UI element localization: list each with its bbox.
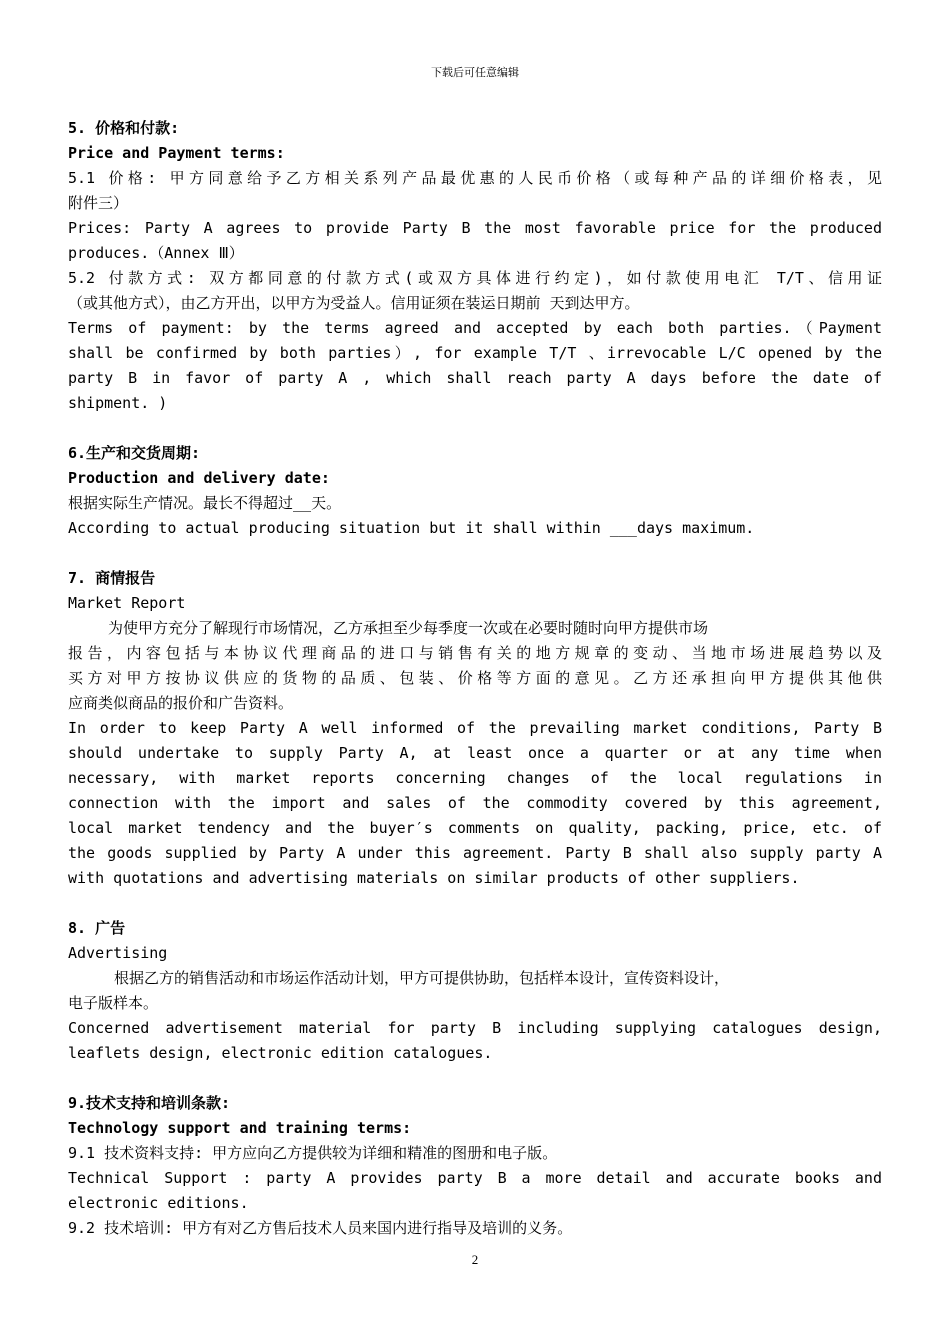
section-8-heading-cn: 8. 广告 <box>68 919 126 937</box>
page-number: 2 <box>471 1252 479 1267</box>
section-9-text: 9.2 技术培训: 甲方有对乙方售后技术人员来国内进行指导及培训的义务。 <box>68 1219 573 1237</box>
section-9-text: electronic editions. <box>68 1194 249 1212</box>
section-6-text: 根据实际生产情况。最长不得超过__天。 <box>68 494 342 512</box>
section-5-text: Prices: Party A agrees to provide Party B the most favorable price for the produced <box>68 219 882 237</box>
section-7-text: In order to keep Party A well informed of the prevailing market conditions, Party B <box>68 719 882 737</box>
section-7-text: should undertake to supply Party A, at least once a quarter or at any time when <box>68 744 882 762</box>
section-7-text: 买方对甲方按协议供应的货物的品质、包装、价格等方面的意见。乙方还承担向甲方提供其他供 <box>68 669 882 687</box>
section-5-text: 附件三） <box>68 194 129 212</box>
section-7-text: local market tendency and the buyer′s comments on quality, packing, price, etc. of <box>68 819 882 837</box>
page-header-note: 下载后可任意编辑 <box>431 66 519 79</box>
section-9-text: 9.1 技术资料支持: 甲方应向乙方提供较为详细和精准的图册和电子版。 <box>68 1144 558 1162</box>
section-7-text: 应商类似商品的报价和广告资料。 <box>68 694 294 712</box>
section-8-heading-en: Advertising <box>68 944 168 962</box>
section-6-heading-en: Production and delivery date: <box>68 469 330 487</box>
section-5-text: party B in favor of party A , which shall reach party A days before the date of <box>68 369 882 387</box>
contract-body <box>68 116 882 1241</box>
section-8-text: 电子版样本。 <box>68 994 159 1012</box>
section-5-text: 5.1 价格: 甲方同意给予乙方相关系列产品最优惠的人民币价格（或每种产品的详细价格表，见 <box>68 169 882 187</box>
section-7-heading-en: Market Report <box>68 594 186 612</box>
section-8-text: Concerned advertisement material for party B including supplying catalogues design, <box>68 1019 882 1037</box>
section-5-text: Terms of payment: by the terms agreed and accepted by each both parties.（Payment <box>68 319 882 337</box>
section-7-text: with quotations and advertising materials on similar products of other suppliers. <box>68 869 800 887</box>
section-5-text: 5.2 付款方式: 双方都同意的付款方式(或双方具体进行约定)，如付款使用电汇 T/T、信用证 <box>68 269 882 287</box>
section-8-text: 根据乙方的销售活动和市场运作活动计划，甲方可提供协助，包括样本设计，宣传资料设计， <box>114 969 730 987</box>
section-5-text: shall be confirmed by both parties）, for example T/T 、irrevocable L/C opened by the <box>68 344 882 362</box>
section-7-text: 报告，内容包括与本协议代理商品的进口与销售有关的地方规章的变动、当地市场进展趋势以及 <box>68 644 882 662</box>
section-5-text: shipment. ) <box>68 394 168 412</box>
section-5-heading-cn: 5. 价格和付款: <box>68 119 180 137</box>
section-5-text: （或其他方式），由乙方开出，以甲方为受益人。信用证须在装运日期前 天到达甲方。 <box>68 294 640 312</box>
section-9-text: Technical Support : party A provides party B a more detail and accurate books and <box>68 1169 882 1187</box>
section-8-text: leaflets design, electronic edition catalogues. <box>68 1044 493 1062</box>
section-6-heading-cn: 6.生产和交货周期: <box>68 444 201 462</box>
section-7-text: 为使甲方充分了解现行市场情况，乙方承担至少每季度一次或在必要时随时向甲方提供市场 <box>108 619 709 637</box>
section-7-heading-cn: 7. 商情报告 <box>68 569 156 587</box>
section-5-heading-en: Price and Payment terms: <box>68 144 285 162</box>
section-6-text: According to actual producing situation but it shall within ___days maximum. <box>68 519 755 537</box>
section-7-text: connection with the import and sales of the commodity covered by this agreement, <box>68 794 882 812</box>
section-5-text: produces.（Annex Ⅲ） <box>68 244 244 262</box>
section-7-text: necessary, with market reports concerning changes of the local regulations in <box>68 769 882 787</box>
section-9-heading-cn: 9.技术支持和培训条款: <box>68 1094 231 1112</box>
section-7-text: the goods supplied by Party A under this agreement. Party B shall also supply party A <box>68 844 882 862</box>
section-9-heading-en: Technology support and training terms: <box>68 1119 412 1137</box>
